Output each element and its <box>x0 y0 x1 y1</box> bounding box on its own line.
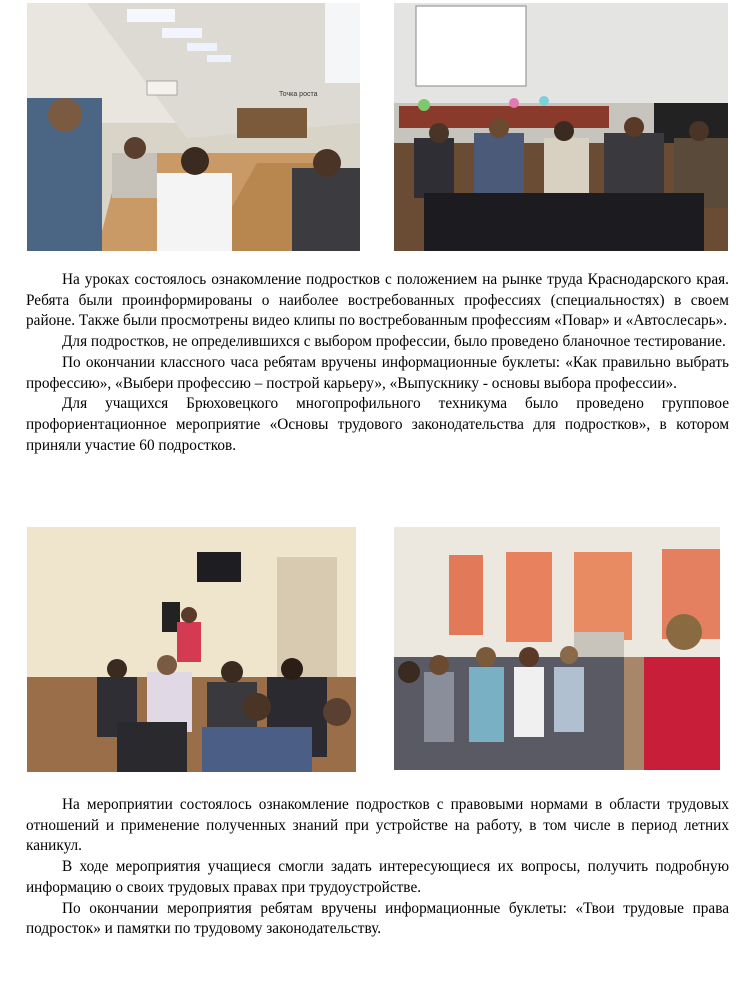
paragraph: На уроках состоялось ознакомление подростков с положением на рынке труда Краснодарского края. Ребята были проинформированы о наиболее востребованных профессиях (специальностях) в своем районе. Также были просмотрены видео клипы по востребованным профессиям «Повар» и «Автослесарь». <box>26 271 729 330</box>
paragraph: Для подростков, не определившихся с выбором профессии, было проведено бланочное тестирование. <box>62 333 726 351</box>
photo-students-seated <box>394 527 720 770</box>
paragraph: На мероприятии состоялось ознакомление подростков с правовыми нормами в области трудовых отношений и применение полученных знаний при устройстве на работу, в том числе в период летних каникул. <box>26 796 729 855</box>
photo-hall-event <box>27 527 356 772</box>
paragraph: По окончании классного часа ребятам вручены информационные буклеты: «Как правильно выбрать профессию», «Выбери профессию – построй карьеру», «Выпускнику - основы выбора профессии». <box>26 353 729 392</box>
text-section-lessons <box>26 270 729 456</box>
sign-tochka-rosta: Точка роста <box>279 91 318 98</box>
photo-classroom <box>27 3 360 251</box>
paragraph: В ходе мероприятия учащиеся смогли задать интересующиеся их вопросы, получить подробную информацию о своих трудовых правах при трудоустройстве. <box>26 858 729 896</box>
photo-assembly-hall <box>394 3 728 251</box>
text-section-event <box>26 795 729 940</box>
paragraph: Для учащихся Брюховецкого многопрофильного техникума было проведено групповое профориентационное мероприятие «Основы трудового законодательства для подростков», в котором приняли участие 60 подростков. <box>26 395 729 454</box>
paragraph: По окончании мероприятия ребятам вручены информационные буклеты: «Твои трудовые права подросток» и памятки по трудовому законодательству. <box>26 899 729 938</box>
